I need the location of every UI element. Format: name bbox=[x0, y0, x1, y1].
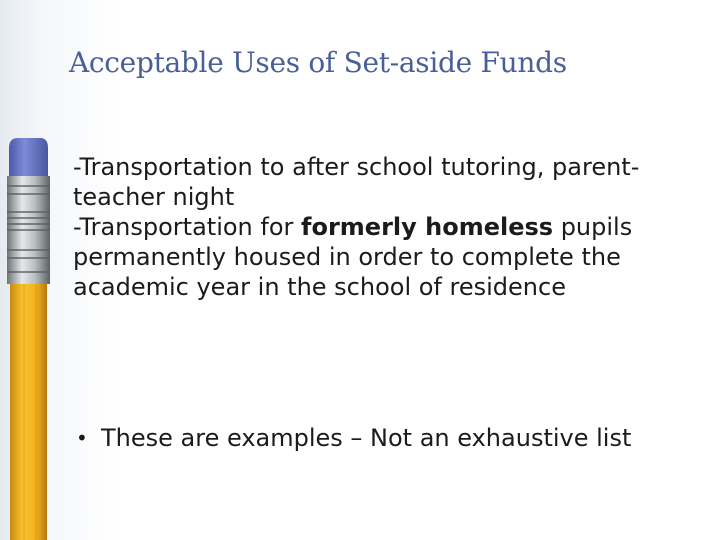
pencil-icon bbox=[0, 0, 60, 540]
emphasis-formerly-homeless: formerly homeless bbox=[301, 213, 554, 241]
bullet-text: These are examples – Not an exhaustive list bbox=[101, 424, 632, 452]
paragraph-transportation-tutoring: -Transportation to after school tutoring, parent-teacher night bbox=[73, 153, 640, 211]
slide-title: Acceptable Uses of Set-aside Funds bbox=[69, 46, 567, 79]
slide-body bbox=[73, 152, 683, 302]
paragraph-text-start: -Transportation for bbox=[73, 213, 302, 241]
bullet-marker: • bbox=[76, 426, 88, 450]
paragraph-transportation-formerly-homeless bbox=[73, 212, 683, 302]
paragraph-text-end: pupils permanently housed in order to complete the academic year in the school of residence bbox=[73, 213, 633, 301]
bullet-list-item bbox=[76, 423, 676, 453]
